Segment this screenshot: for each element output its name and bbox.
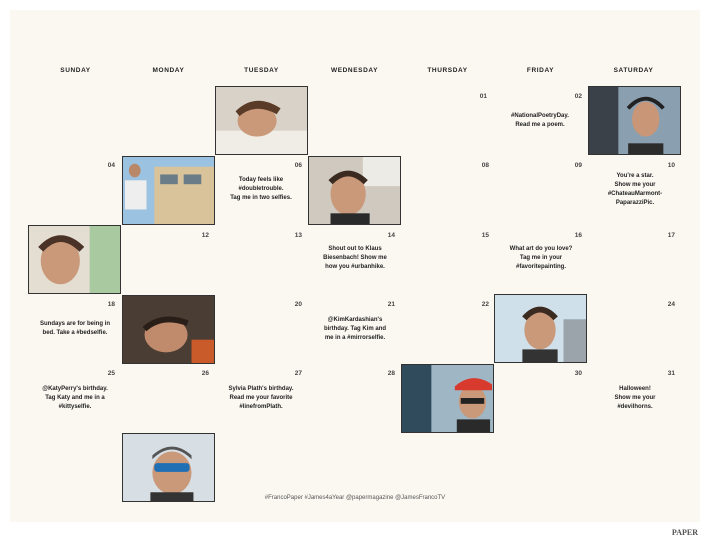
brand-logo: PAPER	[671, 528, 698, 537]
note-06: Today feels like #doubletrouble. Tag me in two selfies.	[230, 177, 292, 201]
note-02: #NationalPoetryDay. Read me a poem.	[511, 113, 569, 128]
date-14: 14	[387, 232, 395, 239]
date-01: 01	[479, 93, 487, 100]
note-25: @KatyPerry's birthday. Tag Katy and me in a #kittyselfie.	[42, 386, 108, 410]
note-27: Sylvia Plath's birthday. Read me your favorite #linefromPlath.	[228, 386, 294, 410]
selfie-photo-thursday-29	[401, 364, 494, 433]
date-18: 18	[107, 301, 115, 308]
date-28: 28	[387, 370, 395, 377]
date-17: 17	[667, 232, 675, 239]
date-24: 24	[667, 301, 675, 308]
date-22: 22	[481, 301, 489, 308]
note-21: @KimKardashian's birthday. Tag Kim and me in a #mirrorselfie.	[323, 317, 387, 341]
day-header-friday: FRIDAY	[526, 67, 555, 74]
date-25: 25	[107, 370, 115, 377]
date-10: 10	[667, 162, 675, 169]
date-15: 15	[481, 232, 489, 239]
selfie-photo-tuesday-01	[215, 86, 308, 155]
day-header-saturday: SATURDAY	[613, 67, 654, 74]
day-header-sunday: SUNDAY	[60, 67, 91, 74]
note-14: Shout out to Klaus Biesenbach! Show me how you #urbanhike.	[323, 246, 387, 270]
note-16: What art do you love? Tag me in your #favoritepainting.	[509, 246, 573, 270]
selfie-photo-saturday-03	[588, 86, 681, 155]
note-31: Halloween! Show me your #devilhorns.	[614, 386, 656, 410]
selfie-photo-friday-23	[494, 294, 587, 363]
selfie-photo-monday-19	[122, 295, 215, 364]
date-02: 02	[574, 93, 582, 100]
note-10: You're a star. Show me your #ChateauMarmont- PaparazziPic.	[607, 173, 663, 206]
day-header-wednesday: WEDNESDAY	[330, 67, 379, 74]
day-header-tuesday: TUESDAY	[244, 67, 279, 74]
date-16: 16	[574, 232, 582, 239]
date-20: 20	[294, 301, 302, 308]
selfie-photo-sunday-11	[28, 225, 121, 294]
date-21: 21	[387, 301, 395, 308]
date-27: 27	[294, 370, 302, 377]
date-31: 31	[667, 370, 675, 377]
day-header-monday: MONDAY	[152, 67, 185, 74]
date-30: 30	[574, 370, 582, 377]
date-08: 08	[481, 162, 489, 169]
day-header-thursday: THURSDAY	[427, 67, 468, 74]
selfie-photo-wednesday-07	[308, 156, 401, 225]
date-06: 06	[294, 162, 302, 169]
note-18: Sundays are for being in bed. Take a #bedselfie.	[39, 321, 110, 336]
date-09: 09	[574, 162, 582, 169]
footer-hashtags: #FrancoPaper #James4aYear @papermagazine @JamesFrancoTV	[264, 495, 446, 501]
selfie-photo-monday-05	[122, 156, 215, 225]
date-13: 13	[294, 232, 302, 239]
date-12: 12	[201, 232, 209, 239]
date-26: 26	[201, 370, 209, 377]
selfie-photo-monday-bottom	[122, 433, 215, 502]
date-04: 04	[107, 162, 115, 169]
